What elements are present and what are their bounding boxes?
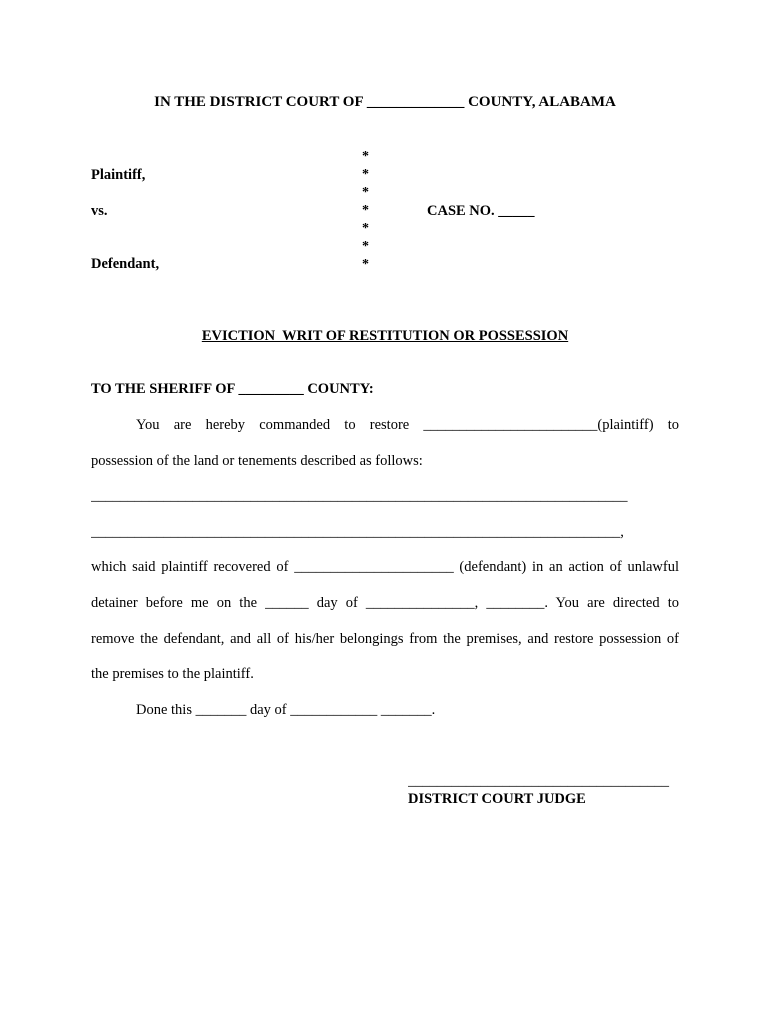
vs-label: vs. xyxy=(91,203,108,219)
plaintiff-label: Plaintiff, xyxy=(91,167,146,183)
signature-label: DISTRICT COURT JUDGE xyxy=(408,791,586,807)
done-line: Done this _______ day of ____________ _______. xyxy=(136,702,436,718)
body-line: remove the defendant, and all of his/her belongings from the premises, and restore possession of xyxy=(91,631,679,647)
court-heading: IN THE DISTRICT COURT OF _____________ COUNTY, ALABAMA xyxy=(154,94,616,110)
body-line: possession of the land or tenements described as follows: xyxy=(91,453,423,469)
caption-asterisk: * xyxy=(362,185,369,200)
blank-line: __________________________________________________________________________ xyxy=(91,488,628,504)
body-line: the premises to the plaintiff. xyxy=(91,666,254,682)
caption-asterisk: * xyxy=(362,167,369,182)
document-title: EVICTION WRIT OF RESTITUTION OR POSSESSION xyxy=(201,328,569,344)
signature-line: ____________________________________ xyxy=(408,773,669,789)
caption-asterisk: * xyxy=(362,257,369,272)
caption-asterisk: * xyxy=(362,149,369,164)
caption-asterisk: * xyxy=(362,221,369,236)
body-line: You are hereby commanded to restore ________________________(plaintiff) to xyxy=(136,417,679,433)
body-line: detainer before me on the ______ day of _______________, ________. You are directed to xyxy=(91,595,679,611)
salutation: TO THE SHERIFF OF _________ COUNTY: xyxy=(91,381,374,397)
body-line: which said plaintiff recovered of ______________________ (defendant) in an action of unlawful xyxy=(91,559,679,575)
defendant-label: Defendant, xyxy=(91,256,160,272)
caption-asterisk: * xyxy=(362,203,369,218)
caption-asterisk: * xyxy=(362,239,369,254)
case-number: CASE NO. _____ xyxy=(427,203,535,219)
blank-line: _________________________________________________________________________, xyxy=(91,524,624,540)
